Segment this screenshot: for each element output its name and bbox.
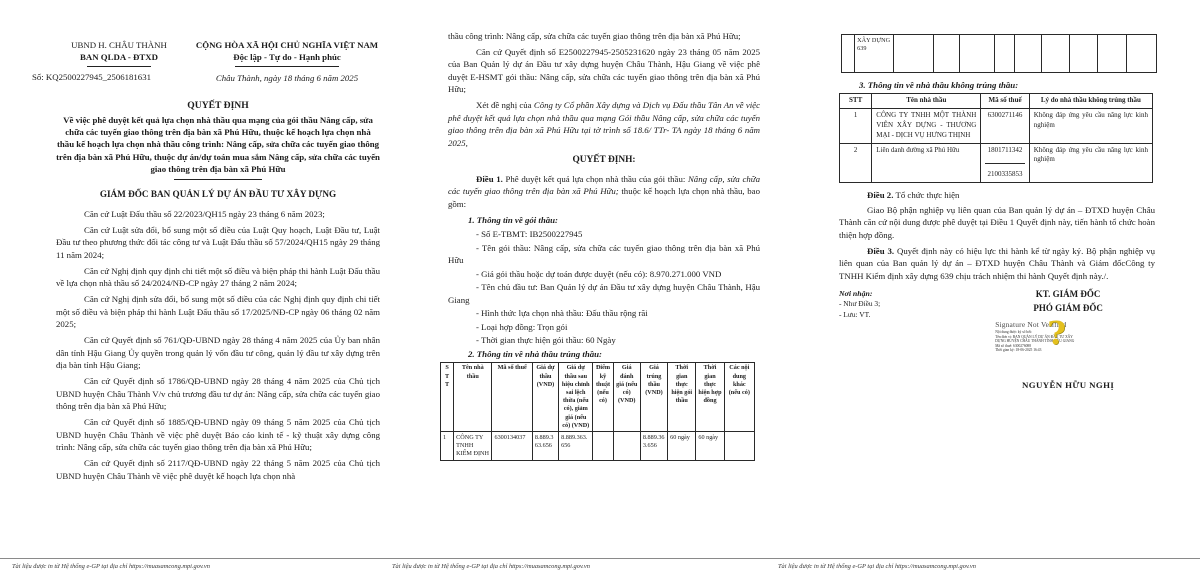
- table-cell: [994, 35, 1014, 73]
- table-cell: CÔNG TY TNHH MỘT THÀNH VIÊN XÂY DỰNG - THƯƠNG MẠI - DỊCH VỤ HƯNG THỊNH: [872, 109, 981, 143]
- national-title: CỘNG HÒA XÃ HỘI CHỦ NGHĨA VIỆT NAM: [195, 40, 379, 50]
- table-header-cell: Mã số thuế: [981, 94, 1029, 109]
- footer-text: Tài liệu được in từ Hệ thống e-GP tại địa chỉ https://muasamcong.mpi.gov.vn: [778, 562, 976, 570]
- national-motto-block: [194, 40, 380, 85]
- signer-name: NGUYỄN HỮU NGHỊ: [1021, 380, 1115, 391]
- table-cell: 1: [840, 109, 872, 143]
- page-footer: [766, 558, 1200, 571]
- document-title: QUYẾT ĐỊNH: [187, 99, 249, 111]
- org-underline: [87, 66, 151, 67]
- table-cell: CÔNG TY TNHH KIỂM ĐỊNH: [454, 432, 492, 461]
- table-cell: 60 ngày: [696, 432, 724, 461]
- carryover-paragraph: thầu công trình: Nâng cấp, sửa chữa các tuyến giao thông trên địa bàn xã Phú Hữu;: [448, 31, 741, 41]
- digital-signature-stamp: [981, 314, 1155, 377]
- table-cell: [1042, 35, 1069, 73]
- package-info-item: - Hình thức lựa chọn nhà thầu: Đấu thầu rộng rãi: [476, 308, 648, 319]
- table-cell: [1015, 35, 1042, 73]
- recipients-label: Nơi nhận:: [839, 289, 873, 299]
- section-3-title: 3. Thông tin về nhà thầu không trúng thầu:: [859, 80, 1019, 90]
- table-header-cell: Giá đánh giá (nếu có) (VND): [613, 362, 640, 432]
- signature-detail: Thời gian ký: 18-06-2025 16:43: [995, 348, 1042, 353]
- table-header-row: [840, 94, 1153, 109]
- table-cell: [934, 35, 960, 73]
- article-1-package-name: Nâng cấp, sửa chữa các tuyến giao thông trên địa bàn xã Phú Hữu;: [448, 173, 760, 197]
- signature-detail: Mã số thuế: 6300276088: [995, 343, 1032, 348]
- legal-basis-paragraph: Căn cứ Quyết định số 1786/QĐ-UBND ngày 28 tháng 4 năm 2025 của Chủ tịch UBND huyện Châu Thành V/v chủ trương đầu tư dự án: Nâng cấp, sửa chữa các tuyến giao thông trên địa bàn xã Phú Hữu;: [56, 376, 380, 412]
- legal-basis-paragraph: Căn cứ Nghị định sửa đổi, bổ sung một số điều của các Nghị định quy định chi tiết một số điều và biện pháp thi hành Luật Đấu thầu số 17/2025/NĐ-CP ngày 06 tháng 02 năm 2025;: [56, 294, 380, 330]
- table-header-cell: Thời gian thực hiện gói thầu: [668, 362, 696, 432]
- footer-text: Tài liệu được in từ Hệ thống e-GP tại địa chỉ https://muasamcong.mpi.gov.vn: [392, 562, 590, 570]
- section-2-title: 2. Thông tin về nhà thầu trúng thầu:: [468, 348, 602, 359]
- legal-basis-paragraph: Căn cứ Luật Đấu thầu số 22/2023/QH15 ngày 23 tháng 6 năm 2023;: [84, 208, 325, 219]
- motto-underline: [235, 66, 339, 67]
- article-2-body: Giao Bộ phận nghiệp vụ liên quan của Ban quản lý dự án – ĐTXD huyện Châu Thành căn cứ nội dung được phê duyệt tại Điều 1 Quyết định này, tiến hành tổ chức hoàn thiện hợp đồng.: [839, 204, 1155, 240]
- signer-title-2: PHÓ GIÁM ĐỐC: [1033, 302, 1103, 313]
- org-name: BAN QLDA - ĐTXD: [80, 51, 158, 62]
- org-parent: UBND H. CHÂU THÀNH: [71, 40, 167, 50]
- article-2-heading: [839, 189, 1155, 201]
- decision-heading: QUYẾT ĐỊNH:: [572, 155, 636, 166]
- proposal-paragraph: [448, 99, 760, 149]
- signature-status: Signature Not Verified: [995, 320, 1067, 330]
- table-cell: [960, 35, 994, 73]
- page-2: [380, 0, 766, 587]
- article-3-body: Quyết định này có hiệu lực thi hành kể từ ngày ký. Bộ phận nghiệp vụ liên quan của Ban quản lý dự án – ĐTXD huyện Châu Thành và Giám đốcCông ty TNHH Kiểm định xây dựng 639 chịu trách nhiệm thi hành Quyết định này./.: [839, 245, 1155, 281]
- winning-bidder-row: [441, 432, 755, 461]
- date-line: Châu Thành, ngày 18 tháng 6 năm 2025: [215, 72, 359, 83]
- legal-basis-paragraph: Căn cứ Quyết định số 1885/QĐ-UBND ngày 09 tháng 5 năm 2025 của Chủ tịch UBND huyện Châu Thành về việc phê duyệt Báo cáo kinh tế - kỹ thuật xây dựng công trình: Nâng cấp, sửa chữa các tuyến giao thông trên địa bàn xã Phú Hữu;: [56, 417, 380, 453]
- article-2-label: Điều 2.: [867, 190, 894, 201]
- table-cell: 60 ngày: [668, 432, 696, 461]
- document-subtitle: Về việc phê duyệt kết quả lựa chọn nhà thầu qua mạng của gói thầu Nâng cấp, sửa chữa các tuyến giao thông trên địa bàn xã Phú Hữu, thuộc kế hoạch lựa chọn nhà thầu kế hoạch lựa chọn nhà thầu công trình: Nâng cấp, sửa chữa các tuyến giao thông trên địa bàn xã Phú Hữu, thuộc dự án/dự toán mua sắm Nâng cấp, sửa chữa các tuyến giao thông trên địa bàn xã Phú Hữu: [56, 115, 380, 174]
- table-header-cell: Giá dự thầu sau hiệu chỉnh sai lệch thừa (nếu có), giảm giá (nếu có) (VND): [559, 362, 593, 432]
- page-footer: [380, 558, 766, 571]
- table-header-cell: Giá dự thầu (VND): [532, 362, 558, 432]
- question-mark-icon: ?: [1047, 314, 1066, 353]
- non-winning-bidder-row: [840, 109, 1153, 143]
- table-header-cell: Tên nhà thầu: [872, 94, 981, 109]
- legal-basis-paragraph: Căn cứ Quyết định số 761/QĐ-UBND ngày 28 tháng 4 năm 2025 của Ủy ban nhân dân tỉnh Hậu Giang Ủy quyền trong quản lý vốn đầu tư công, quản lý đầu tư xây dựng trên địa bàn tỉnh Hậu Giang;: [56, 335, 380, 371]
- article-1-label: Điều 1.: [476, 173, 503, 184]
- table-cell: 1: [441, 432, 454, 461]
- table-header-cell: Giá trúng thầu (VND): [640, 362, 667, 432]
- table-header-cell: Thời gian thực hiện hợp đồng: [696, 362, 724, 432]
- legal-basis-paragraph: Căn cứ Luật sửa đổi, bổ sung một số điều của Luật Quy hoạch, Luật Đầu tư, Luật Đầu tư theo phương thức đối tác công tư và Luật Đấu thầu số 57/2024/QH15 ngày 29 tháng 11 năm 2024;: [56, 224, 380, 260]
- winning-bidder-table: [440, 362, 755, 461]
- recipients-block: [839, 288, 981, 392]
- package-info-item: - Số E-TBMT: IB2500227945: [476, 229, 583, 240]
- package-info-item: - Giá gói thầu hoặc dự toán được duyệt (nếu có): 8.970.271.000 VND: [476, 268, 722, 279]
- article-3-paragraph: [839, 245, 1155, 282]
- winning-bidder-table-continued: [841, 34, 1157, 73]
- table-cell: [613, 432, 640, 461]
- proposal-italic: Công ty Cổ phần Xây dựng và Dịch vụ Đấu thầu Tân An về việc phê duyệt kết quả lựa chọn nhà thầu qua mạng Gói thầu Nâng cấp, sửa chữa các tuyến giao thông trên địa bàn xã Phú Hữu tại tờ trình số 18.6/ TTr- TA ngày 18 tháng 6 năm 2025,: [448, 100, 760, 148]
- footer-text: Tài liệu được in từ Hệ thống e-GP tại địa chỉ https://muasamcong.mpi.gov.vn: [12, 562, 210, 570]
- table-cell: [1126, 35, 1156, 73]
- signature-section: [839, 288, 1155, 392]
- section-1-title: 1. Thông tin về gói thầu:: [468, 214, 558, 225]
- proposal-pre: Xét đề nghị của: [476, 100, 534, 111]
- table-header-cell: Các nội dung khác (nếu có): [724, 362, 754, 432]
- page-3: [766, 0, 1200, 587]
- package-info-item: - Tên chủ đầu tư: Ban Quản lý dự án Đầu tư xây dựng huyện Châu Thành, Hậu Giang: [448, 282, 760, 305]
- national-motto: Độc lập - Tự do - Hạnh phúc: [233, 51, 341, 62]
- table-header-cell: S T T: [441, 362, 454, 432]
- table-header-cell: STT: [840, 94, 872, 109]
- table-header-cell: Lý do nhà thầu không trúng thầu: [1029, 94, 1152, 109]
- article-1-post: thuộc kế hoạch lựa chọn nhà thầu, bao gồm:: [448, 186, 760, 209]
- issuing-org-block: [32, 40, 194, 85]
- article-1-pre: Phê duyệt kết quả lựa chọn nhà thầu của gói thầu:: [502, 173, 688, 184]
- table-cell: [1098, 35, 1126, 73]
- signature-detail: Nội dung được ký số bởi:: [995, 330, 1032, 335]
- title-underline: [174, 179, 262, 180]
- tax-id: 6300271146: [987, 111, 1023, 120]
- table-cell: 2: [840, 143, 872, 183]
- signer-block: [981, 288, 1155, 392]
- authority-heading: GIÁM ĐỐC BAN QUẢN LÝ DỰ ÁN ĐẦU TƯ XÂY DỰNG: [99, 188, 337, 199]
- document-number: Số: KQ2500227945_2506181631: [32, 71, 152, 82]
- package-info-item: - Tên gói thầu: Nâng cấp, sửa chữa các tuyến giao thông trên địa bàn xã Phú Hữu: [448, 242, 760, 266]
- article-3-label: Điều 3.: [867, 245, 895, 256]
- table-cell: [981, 109, 1029, 143]
- table-header-cell: Mã số thuế: [492, 362, 532, 432]
- legal-basis-paragraph: Căn cứ Quyết định số 2117/QĐ-UBND ngày 22 tháng 5 năm 2025 của Chủ tịch UBND huyện Châu Thành về việc phê duyệt kế hoạch lựa chọn nhà: [56, 458, 380, 481]
- recipient-item: - Lưu: VT.: [839, 310, 871, 320]
- table-header-cell: Điểm kỹ thuật (nếu có): [593, 362, 613, 432]
- table-cell: 8.889.363.656: [532, 432, 558, 461]
- article-1-paragraph: [448, 173, 760, 210]
- table-cell: [593, 432, 613, 461]
- package-info-item: - Loại hợp đồng: Trọn gói: [476, 321, 568, 332]
- table-cell: [981, 143, 1029, 183]
- table-cell: XÂY DỰNG 639: [855, 35, 893, 73]
- signature-detail: DỰNG HUYỆN CHÂU THÀNH TỈNH HẬU GIANG: [995, 339, 1075, 344]
- document-header: [32, 40, 380, 85]
- article-2-title: Tổ chức thực hiện: [893, 190, 960, 201]
- winning-bidder-row-continued: [842, 35, 1157, 73]
- recipient-item: - Như Điều 3;: [839, 299, 881, 309]
- table-cell: Liên danh đường xã Phú Hữu: [872, 143, 981, 183]
- table-cell: [842, 35, 855, 73]
- table-cell: Không đáp ứng yêu cầu năng lực kinh nghiệm: [1029, 109, 1152, 143]
- signature-detail: Tên đơn vị: BAN QUẢN LÝ DỰ ÁN ĐẦU TƯ XÂY: [995, 334, 1073, 339]
- table-cell: [1069, 35, 1097, 73]
- table-cell: [893, 35, 934, 73]
- legal-basis-paragraph: Căn cứ Quyết định số E2500227945-2505231620 ngày 23 tháng 05 năm 2025 của Ban Quản lý dự án Đầu tư xây dựng huyện Châu Thành, Hậu Giang về việc phê duyệt E-HSMT gói thầu: Nâng cấp, sửa chữa các tuyến giao thông trên địa bàn xã Phú Hữu;: [448, 46, 760, 95]
- non-winning-bidder-row: [840, 143, 1153, 183]
- table-cell: 6300134037: [492, 432, 532, 461]
- table-header-row: [441, 362, 755, 432]
- table-cell: Không đáp ứng yêu cầu năng lực kinh nghiệm: [1029, 143, 1152, 183]
- tax-id: 1801711342: [987, 145, 1023, 154]
- tax-id-second: 2100335853: [985, 163, 1024, 180]
- table-cell: 8.889.363.656: [559, 432, 593, 461]
- non-winning-bidder-table: [839, 93, 1153, 183]
- legal-basis-paragraph: Căn cứ Nghị định quy định chi tiết một số điều và biện pháp thi hành Luật Đấu thầu về lựa chọn nhà thầu số 24/2024/NĐ-CP ngày 27 tháng 2 năm 2024;: [56, 265, 380, 289]
- page-1: [0, 0, 380, 587]
- table-header-cell: Tên nhà thầu: [454, 362, 492, 432]
- table-cell: 8.889.363.656: [640, 432, 667, 461]
- package-info-item: - Thời gian thực hiện gói thầu: 60 Ngày: [476, 335, 616, 346]
- table-cell: [724, 432, 754, 461]
- signer-title-1: KT. GIÁM ĐỐC: [1035, 289, 1101, 300]
- page-footer: [0, 558, 380, 571]
